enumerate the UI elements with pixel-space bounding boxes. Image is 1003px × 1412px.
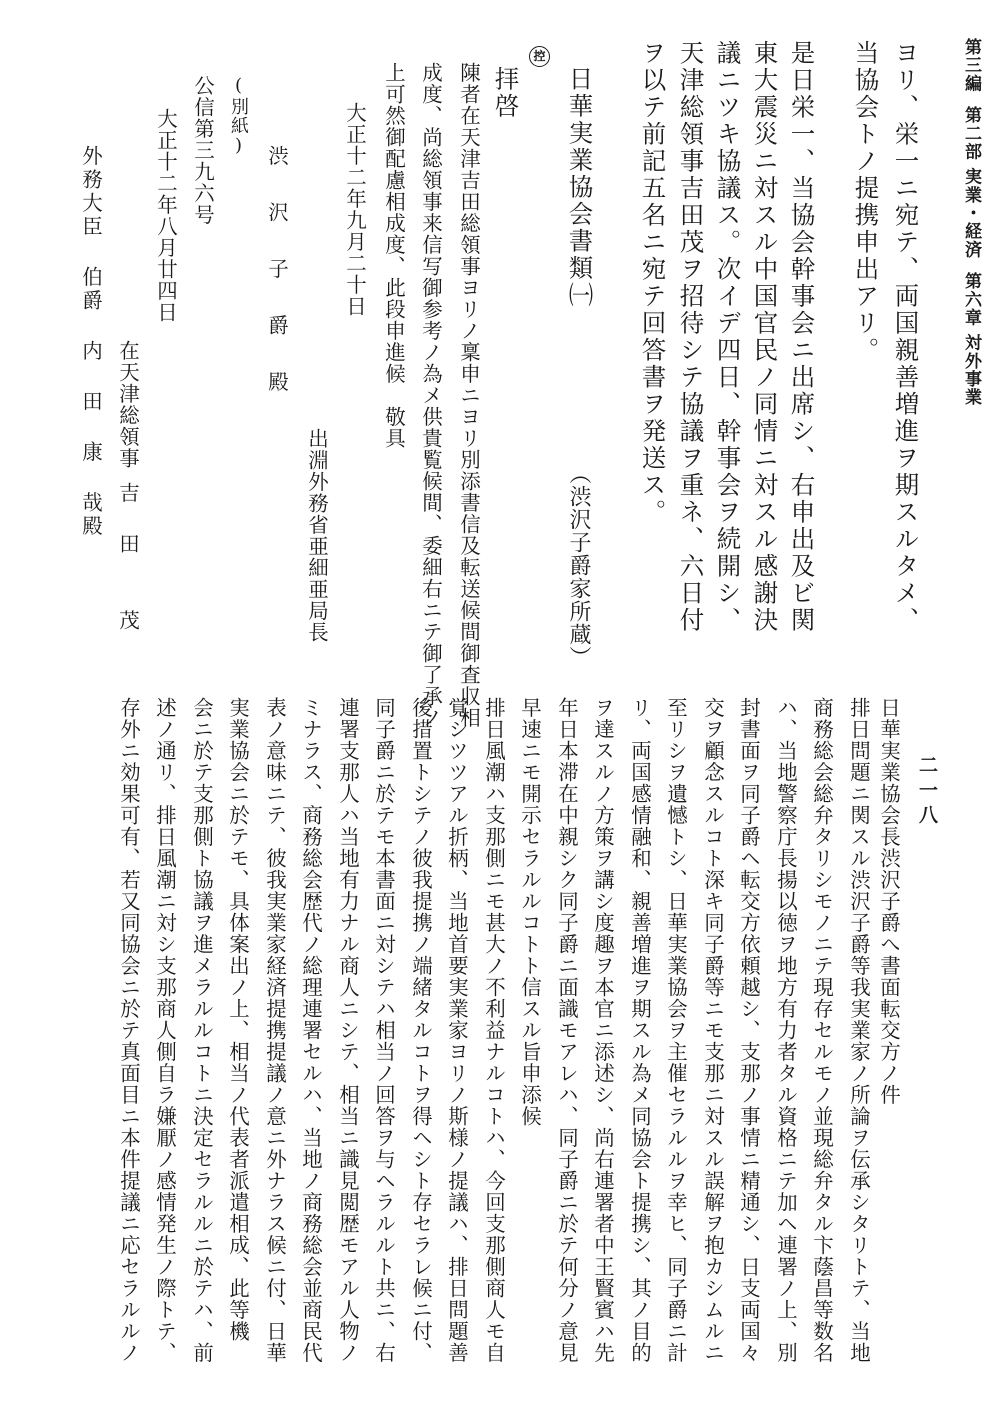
body-line: 商務総会総弁タリシモノニテ現存セルモノ並現総弁タル卞蔭昌等数名	[809, 697, 834, 1364]
book-volume: ㈠	[565, 282, 595, 309]
source-collection: （渋沢子爵家所蔵）	[566, 462, 591, 669]
body-line: 至リシヲ遺憾トシ、日華実業協会ヲ主催セラルルヲ幸ヒ、同子爵ニ計	[663, 697, 688, 1364]
body-line: ミナラス、商務総会歴代ノ総理連署セルハ、当地ノ商務総会並商民代	[298, 697, 323, 1364]
attachment-label: (別紙)	[228, 75, 249, 157]
header-section: 第二部	[961, 106, 981, 161]
attachment-sender-name: 吉 田 茂	[115, 482, 140, 635]
narrative-line: 天津総領事吉田茂ヲ招待シテ協議ヲ重ネ、六日付	[676, 40, 706, 634]
body-line: ハ、当地警察庁長揚以徳ヲ地方有力者タル資格ニテ加ヘ連署ノ上、別	[773, 697, 798, 1364]
body-line: 後措置トシテノ彼我提携ノ端緒タルコトヲ得ヘシト存セラレ候ニ付、	[408, 697, 433, 1364]
page-number: 二一八	[916, 755, 938, 830]
body-line: 連署支那人ハ当地有力ナル商人ニシテ、相当ニ識見閲歴モアル人物ノ	[335, 697, 360, 1364]
body-line: 実業協会ニ於テモ、具体案出ノ上、相当ノ代表者派遣相成、此等機	[225, 697, 250, 1342]
body-line: 同子爵ニ於テモ本書面ニ対シテハ相当ノ回答ヲ与ヘラルルト共ニ、右	[371, 697, 396, 1364]
body-line: 交ヲ顧念スルコト深キ同子爵等ニモ支那ニ対スル誤解ヲ抱カシムルニ	[700, 697, 725, 1364]
body-line: 述ノ通リ、排日風潮ニ対シ支那商人側自ラ嫌厭ノ感情発生ノ際トテ、	[152, 697, 177, 1364]
body-line: リ、両国感情融和、親善増進ヲ期スル為メ同協会ト提携シ、其ノ目的	[627, 697, 652, 1364]
body-line: 覚シツツアル折柄、当地首要実業家ヨリノ斯様ノ提議ハ、排日問題善	[444, 697, 469, 1364]
body-line: ヲ達スルノ方策ヲ講シ度趣ヲ本官ニ添述シ、尚右連署者中王賢賓ハ先	[590, 697, 615, 1364]
narrative-line: 当協会トノ提携申出アリ。	[851, 40, 881, 364]
header-chapter-title: 対外事業	[961, 333, 981, 407]
body-line: 年日本滞在中親シク同子爵ニ面識モアレハ、同子爵ニ於テ何分ノ意見	[554, 697, 579, 1364]
letter-sender: 出淵外務省亜細亜局長	[304, 428, 329, 643]
source-book-title	[565, 66, 595, 309]
header-topic: 実業・経済	[961, 167, 981, 259]
body-line: 封書面ヲ同子爵ヘ転交方依頼越シ、支那ノ事情ニ精通シ、日支両国々	[736, 697, 761, 1364]
narrative-line: ヲ以テ前記五名ニ宛テ回答書ヲ発送ス。	[638, 40, 668, 526]
narrative-line: 東大震災ニ対スル中国官民ノ同情ニ対スル感謝決	[750, 40, 780, 634]
stamp-mark: 控	[529, 46, 550, 67]
body-line: 排日風潮ハ支那側ニモ甚大ノ不利益ナルコトハ、今回支那側商人モ自	[481, 697, 506, 1364]
narrative-line: 議ニツキ協議ス。次イデ四日、幹事会ヲ続開シ、	[713, 40, 743, 634]
document-number: 公信第三九六号	[190, 75, 215, 226]
body-line: 存外ニ効果可有、若又同協会ニ於テ真面目ニ本件提議ニ応セラルルノ	[116, 697, 141, 1364]
body-line: 表ノ意味ニテ、彼我実業家経済提携提議ノ意ニ外ナラス候ニ付、日華	[262, 697, 287, 1364]
body-line: 早速ニモ開示セラルルコトト信スル旨申添候	[517, 697, 542, 1127]
letter-line: 陳者在天津吉田総領事ヨリノ稟申ニヨリ別添書信及転送候間御査収相	[456, 62, 481, 729]
book-title-text: 日華実業協会書類	[565, 66, 595, 282]
running-header	[962, 38, 980, 406]
greeting: 拝啓	[491, 66, 521, 120]
bottom-heading: 日華実業協会長渋沢子爵へ書面転交方ノ件	[876, 697, 901, 1106]
header-chapter: 第六章	[961, 272, 981, 327]
letter-line: 成度、尚総領事来信写御参考ノ為メ供貴覧候間、委細右ニテ御了承ノ	[418, 62, 443, 729]
attachment-sender-title: 在天津総領事	[115, 340, 140, 469]
letter-recipient: 渋 沢 子 爵 殿	[264, 145, 289, 398]
header-part: 第三編	[961, 38, 981, 93]
letter-date: 大正十二年九月二十日	[342, 102, 367, 317]
attachment-recipient: 外務大臣 伯爵 内 田 康 哉殿	[78, 145, 103, 539]
attachment-date: 大正十二年八月廿四日	[153, 108, 178, 323]
narrative-line: 是日栄一、当協会幹事会ニ出席シ、右申出及ビ関	[787, 40, 817, 634]
narrative-line: ヨリ、栄一ニ宛テ、両国親善増進ヲ期スルタメ、	[891, 40, 921, 634]
letter-line: 上可然御配慮相成度、此段申進候 敬具	[381, 62, 406, 449]
body-line: 会ニ於テ支那側ト協議ヲ進メラルルコトニ決定セラルルニ於テハ、前	[189, 697, 214, 1364]
body-line: 排日問題ニ関スル渋沢子爵等我実業家ノ所論ヲ伝承シタリトテ、当地	[846, 697, 871, 1364]
